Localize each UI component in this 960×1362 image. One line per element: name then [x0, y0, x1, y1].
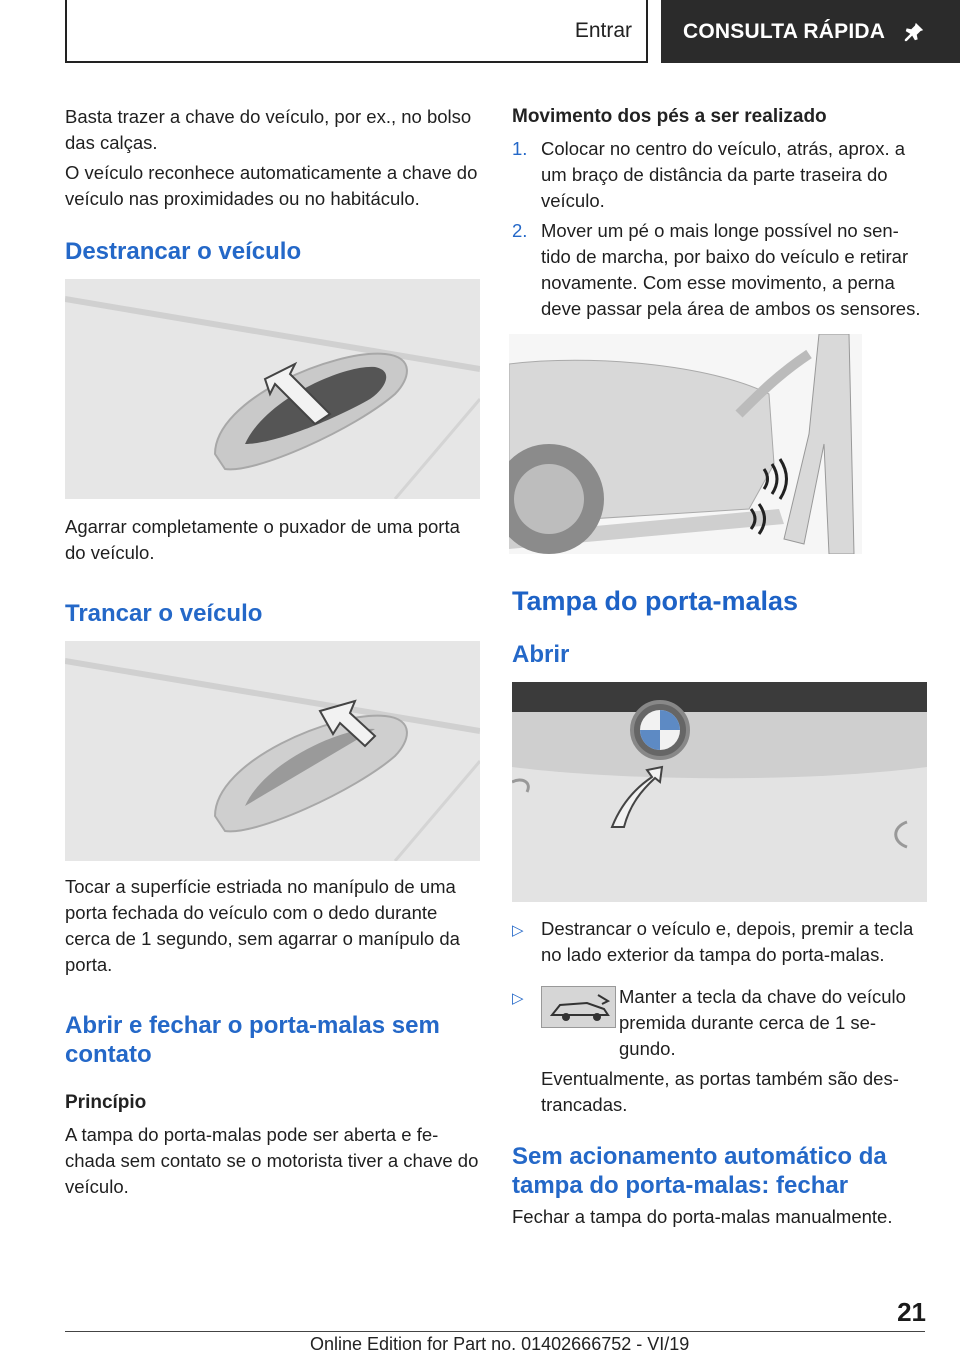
triangle-bullet-icon: ▷: [512, 922, 524, 939]
paragraph-no-auto-close: Fechar a tampa do porta-malas manualmente.: [512, 1206, 893, 1227]
bullet-key-hold: [512, 984, 927, 1062]
heading-lock: Trancar o veículo: [65, 600, 263, 627]
page-number: 21: [897, 1297, 926, 1327]
step-1: [512, 136, 927, 214]
footer-divider: [65, 1331, 925, 1332]
tab-entrar[interactable]: [65, 0, 648, 63]
paragraph-principle: A tampa do porta-malas pode ser aberta e fe-chada sem contato se o motorista tiver a chave do veículo.: [65, 1124, 479, 1197]
intro-paragraph-2: O veículo reconhece automaticamente a chave do veículo nas proximidades ou no habitáculo.: [65, 162, 478, 209]
heading-contactless: Abrir e fechar o porta-malas sem contato: [65, 1012, 440, 1068]
bullet-unlock-press: [512, 916, 927, 968]
tab-consulta-rapida[interactable]: [661, 0, 960, 63]
step-2: [512, 218, 927, 322]
heading-open: Abrir: [512, 641, 570, 668]
step-1-number: 1.: [512, 138, 528, 159]
step-2-number: 2.: [512, 220, 528, 241]
door-handle-unlock-image: [65, 279, 480, 499]
heading-no-auto-close: Sem acionamento automático da tampa do porta-malas: fechar: [512, 1143, 887, 1199]
foot-movement-image: [509, 334, 862, 554]
bullet-key-hold-note: Eventualmente, as portas também são des-trancadas.: [541, 1068, 899, 1115]
caption-lock: Tocar a superfície estriada no manípulo de uma porta fechada do veículo com o dedo durante cerca de 1 segundo, sem agarrar o manípulo da porta.: [65, 876, 460, 975]
footer-edition: Online Edition for Part no. 01402666752 - VI/19: [310, 1334, 690, 1354]
tab-entrar-label: Entrar: [574, 18, 632, 42]
heading-principle: Princípio: [65, 1092, 147, 1113]
heading-unlock: Destrancar o veículo: [65, 238, 302, 265]
trunk-button-image: [512, 682, 927, 902]
pushpin-icon: [903, 21, 925, 43]
triangle-bullet-icon: ▷: [512, 990, 524, 1007]
car-key-trunk-icon: [541, 986, 616, 1028]
bullet-unlock-press-text: Destrancar o veículo e, depois, premir a tecla no lado exterior da tampa do porta-malas.: [541, 918, 914, 965]
heading-trunk-lid: Tampa do porta-malas: [512, 586, 799, 616]
step-1-text: Colocar no centro do veículo, atrás, aprox. a um braço de distância da parte traseira do veículo.: [541, 138, 906, 211]
tab-consulta-label: CONSULTA RÁPIDA: [683, 19, 886, 43]
heading-foot-movement: Movimento dos pés a ser realizado: [512, 106, 827, 127]
door-handle-lock-image: [65, 641, 480, 861]
bullet-key-hold-text: Manter a tecla da chave do veículo premida durante cerca de 1 se-gundo.: [619, 986, 906, 1059]
intro-paragraph-1: Basta trazer a chave do veículo, por ex., no bolso das calças.: [65, 106, 472, 153]
caption-unlock: Agarrar completamente o puxador de uma porta do veículo.: [65, 516, 460, 563]
step-2-text: Mover um pé o mais longe possível no sen-tido de marcha, por baixo do veículo e retirar novamente. Com esse movimento, a perna deve passar pela área de ambos os sensores.: [541, 220, 921, 319]
